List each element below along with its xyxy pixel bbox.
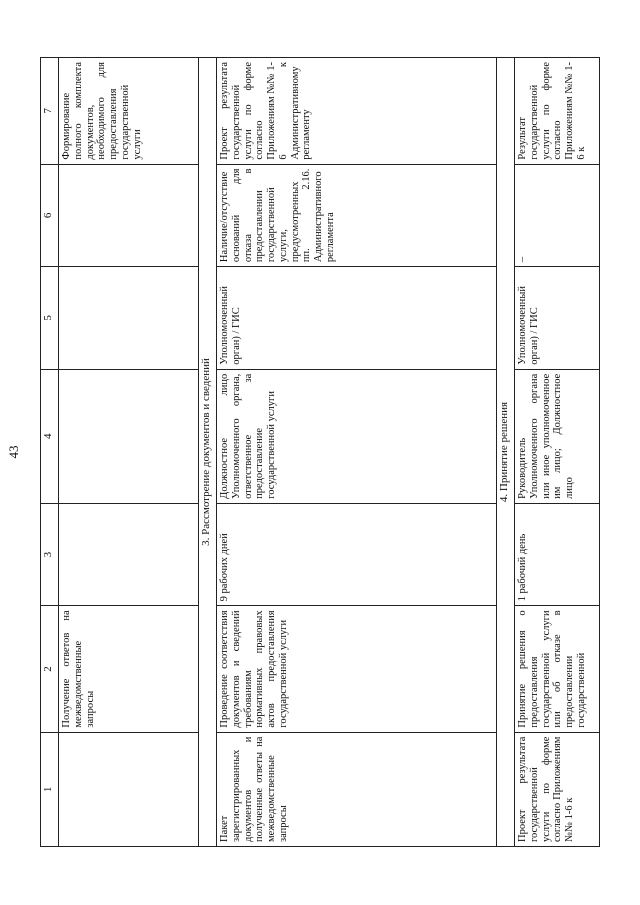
table-cell: Принятие решения о предоставления государственной услуги или об отказе в предоставлении государственной [515,606,600,732]
table-cell: Получение ответов на межведомственные запросы [59,606,199,732]
table-row [515,58,600,847]
table-cell: Проект результата государственной услуги по форме согласно Приложениям №№ 1-6 к Административному регламенту [217,58,497,165]
table-cell: Руководитель Уполномоченного органа или иное уполномоченное им лицо; Должностное лицо [515,369,600,503]
table-row [217,58,497,847]
table-cell: Формирование полного комплекта документов, необходимого для предоставления государственной услуги [59,58,199,165]
table-cell [59,732,199,846]
section-header-row [497,58,515,847]
page-number: 43 [6,445,21,459]
table-row [59,58,199,847]
table-cell: 9 рабочих дней [217,503,497,606]
table-cell: 1 рабочий день [515,503,600,606]
column-number: 5 [41,267,59,370]
table-cell: Уполномоченный орган) / ГИС [515,267,600,370]
table-cell [59,369,199,503]
table-cell: – [515,164,600,267]
column-number: 7 [41,58,59,165]
section-heading: 4. Принятие решения [497,58,515,847]
table-cell: Проведение соответствия документов и сведений требованиям нормативных правовых актов предоставления государственной услуги [217,606,497,732]
section-header-row [199,58,217,847]
table-cell: Пакет зарегистрированных документов и полученные ответы на межведомственные запросы [217,732,497,846]
table-cell: Уполномоченный орган) / ГИС [217,267,497,370]
rotated-page [6,57,600,847]
table-cell [59,267,199,370]
regulation-table-container [40,57,600,847]
section-heading: 3. Рассмотрение документов и сведений [199,58,217,847]
column-number-row [41,58,59,847]
column-number: 2 [41,606,59,732]
table-cell: Должностное лицо Уполномоченного органа, ответственное за предоставление государственной услуги [217,369,497,503]
table-cell: Проект результата государственной услуги по форме согласно Приложениям №№ 1-6 к [515,732,600,846]
column-number: 1 [41,732,59,846]
table-cell: Наличие/отсутствие оснований для отказа в предоставлении государственной услуги, предусмотренных пп. 2.16. Административного регламента [217,164,497,267]
column-number: 3 [41,503,59,606]
column-number: 4 [41,369,59,503]
column-number: 6 [41,164,59,267]
table-cell [59,503,199,606]
table-cell [59,164,199,267]
table-cell: Результат государственной услуги по форме согласно Приложениям №№ 1-6 к [515,58,600,165]
regulation-table [40,57,600,847]
